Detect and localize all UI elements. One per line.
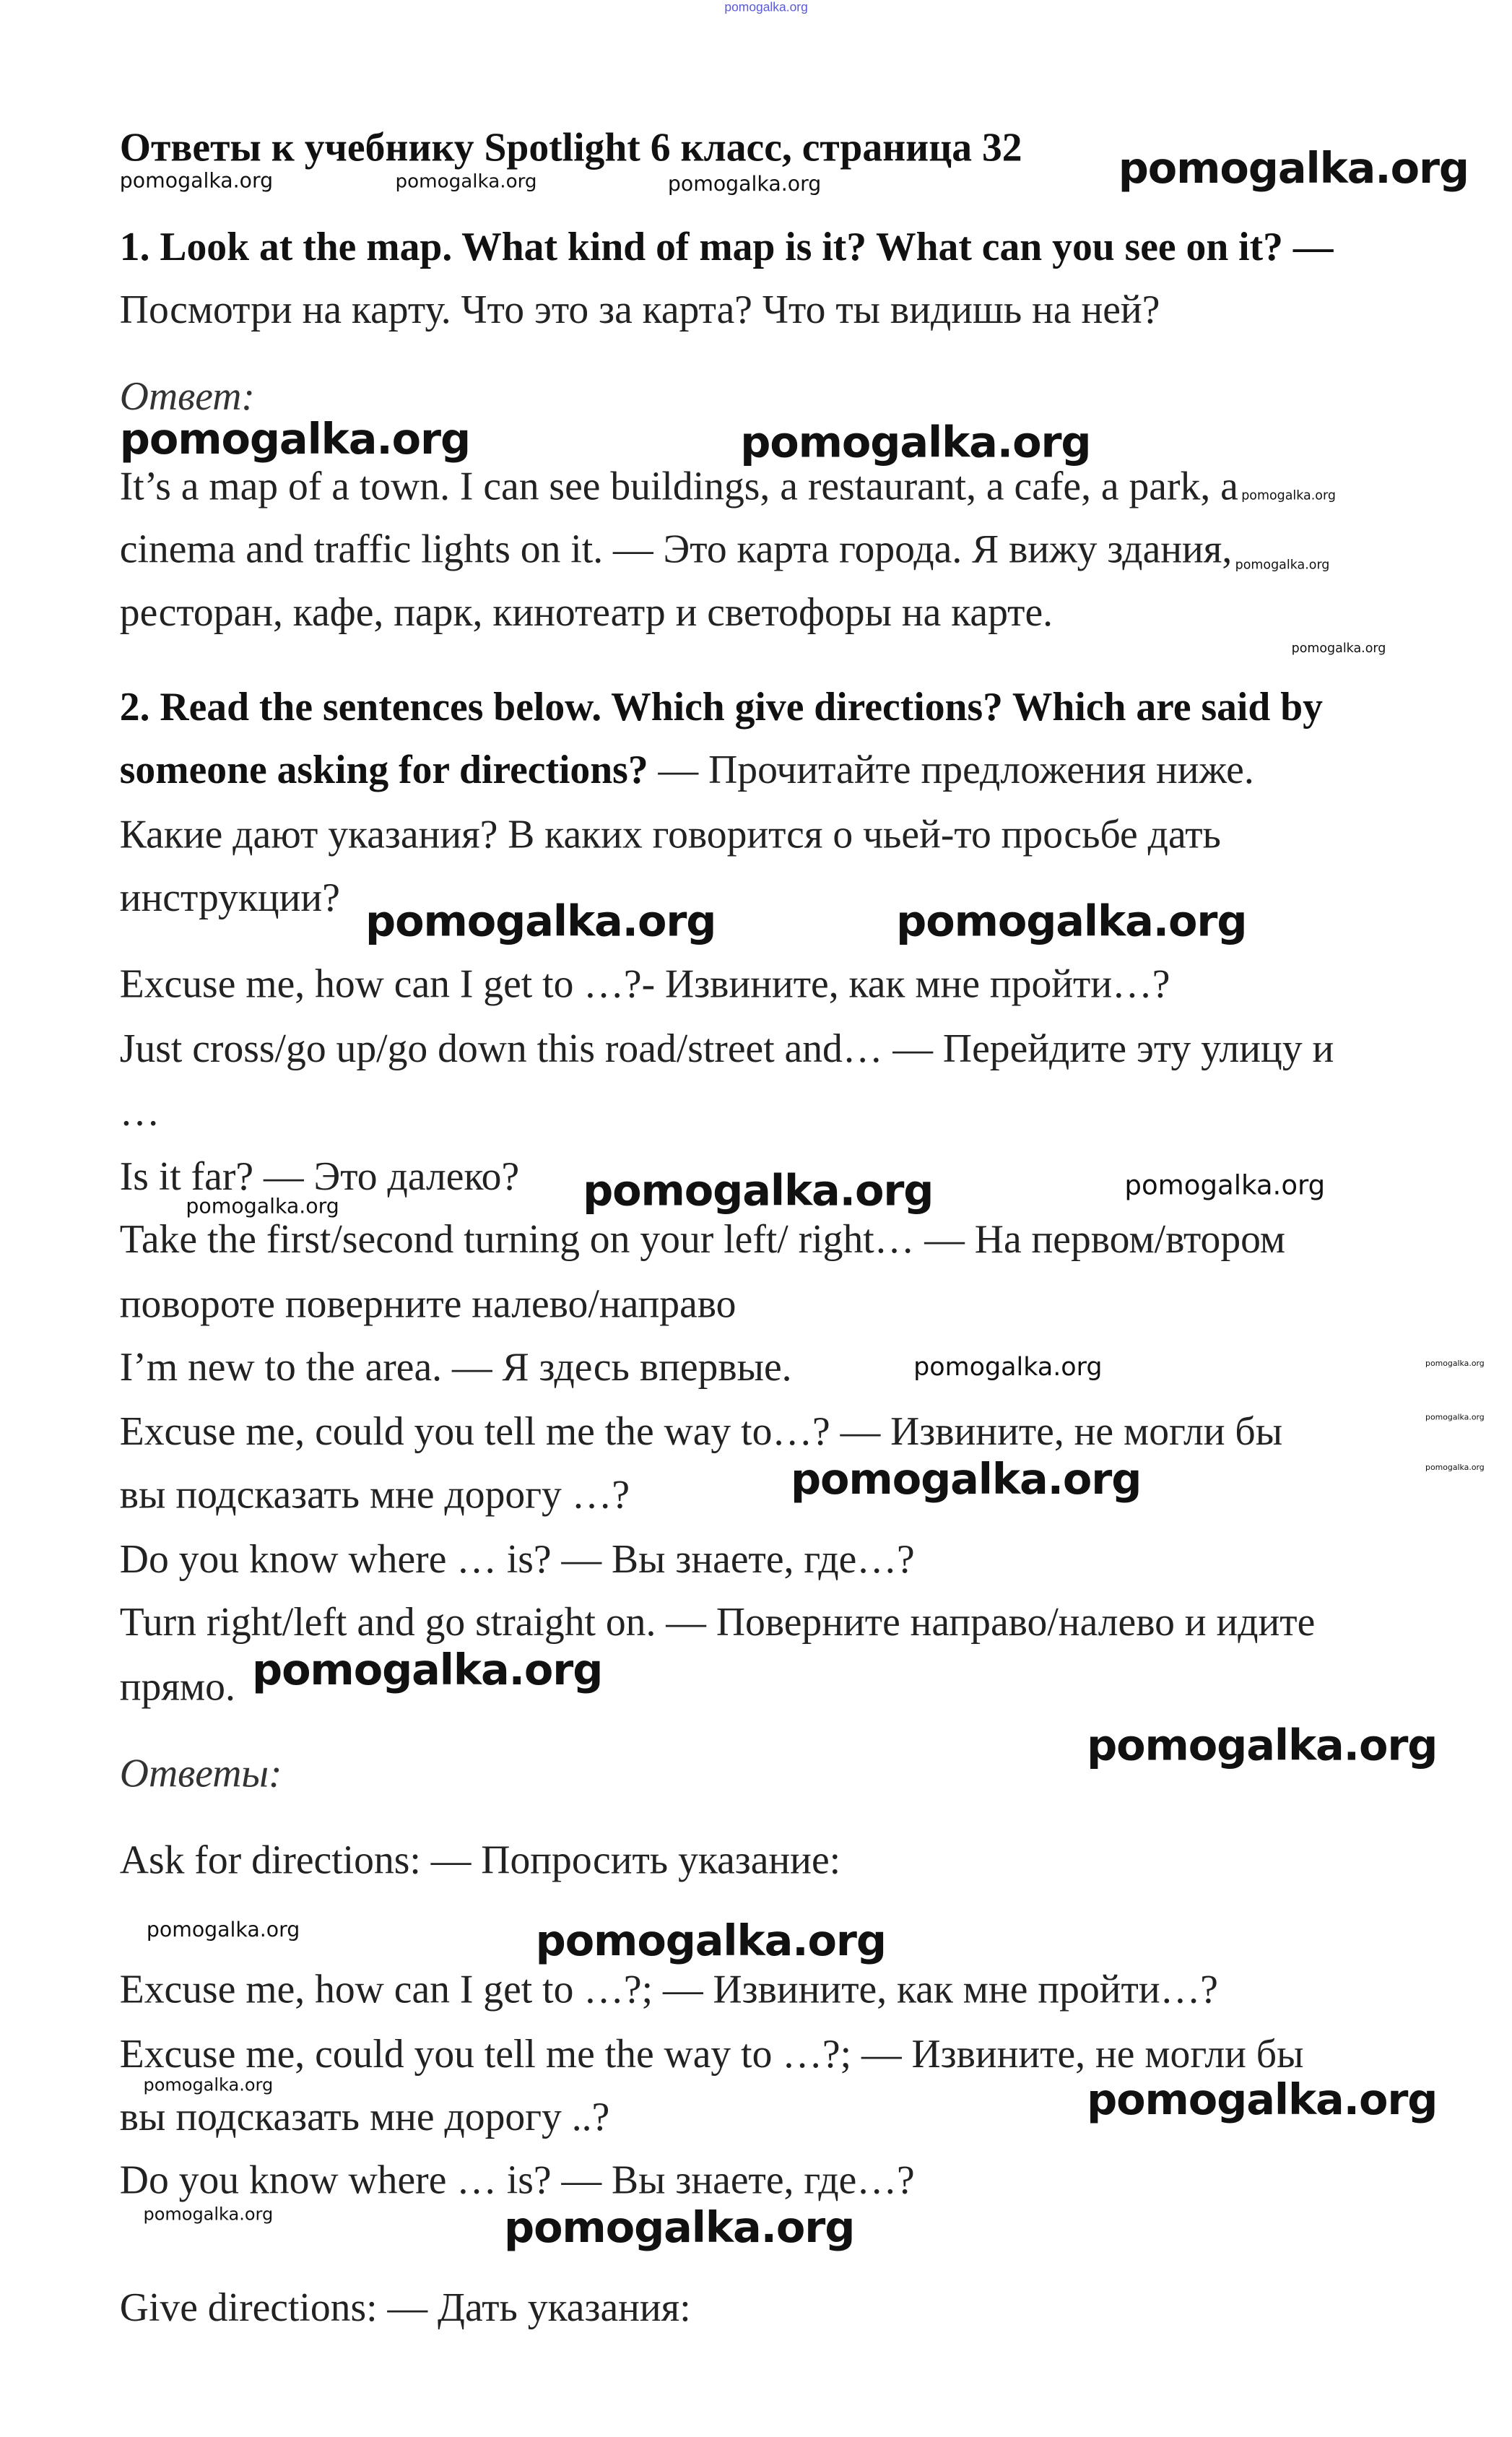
answers-label: Ответы: xyxy=(119,1750,282,1796)
task1-heading: 1. Look at the map. What kind of map is it? What can you see on it? — xyxy=(119,223,1334,269)
watermark: pomogalka.org xyxy=(504,2204,855,2254)
watermark: pomogalka.org xyxy=(667,173,822,197)
watermark: pomogalka.org xyxy=(143,2204,274,2225)
task2-heading: 2. Read the sentences below. Which give directions? Which are said by xyxy=(119,683,1323,730)
answer-label: Ответ: xyxy=(119,373,255,420)
sentence: Take the first/second turning on your left/ right… — На первом/втором xyxy=(119,1216,1286,1263)
sentence: I’m new to the area. — Я здесь впервые. xyxy=(119,1343,792,1390)
task2-translation: инструкции? xyxy=(119,874,340,920)
watermark: pomogalka.org xyxy=(395,170,537,193)
sentence: прямо. xyxy=(119,1663,235,1710)
watermark: pomogalka.org xyxy=(790,1455,1142,1505)
watermark: pomogalka.org xyxy=(1425,1463,1485,1473)
sentence: вы подсказать мне дорогу …? xyxy=(119,1471,630,1518)
task2-translation: — Прочитайте предложения ниже. xyxy=(648,746,1254,793)
watermark: pomogalka.org xyxy=(583,1167,934,1216)
watermark: pomogalka.org xyxy=(365,898,716,947)
ask-line: Excuse me, could you tell me the way to …?; — Извините, не могли бы xyxy=(119,2030,1304,2077)
watermark: pomogalka.org xyxy=(143,2074,274,2096)
ask-line: Do you know where … is? — Вы знаете, где…? xyxy=(119,2157,915,2203)
watermark: pomogalka.org xyxy=(1425,1359,1485,1369)
watermark: pomogalka.org xyxy=(119,415,471,465)
ask-directions-heading: Ask for directions: — Попросить указание: xyxy=(119,1837,841,1883)
sentence: Just cross/go up/go down this road/street and… — Перейдите эту улицу и xyxy=(119,1025,1334,1072)
answer-line: ресторан, кафе, парк, кинотеатр и светофоры на карте. xyxy=(119,589,1053,636)
sentence: Is it far? — Это далеко? xyxy=(119,1153,520,1199)
answer-line xyxy=(119,463,1336,509)
watermark: pomogalka.org xyxy=(1118,144,1469,194)
watermark: pomogalka.org xyxy=(1241,488,1336,503)
task2-translation: Какие дают указания? В каких говорится о чьей-то просьбе дать xyxy=(119,811,1221,857)
sentence: Turn right/left and go straight on. — Поверните направо/налево и идите xyxy=(119,1598,1316,1645)
sentence: Excuse me, could you tell me the way to…? — Извините, не могли бы xyxy=(119,1408,1283,1455)
watermark: pomogalka.org xyxy=(1425,1413,1485,1423)
task2-heading-bold: someone asking for directions? xyxy=(119,746,648,793)
watermark: pomogalka.org xyxy=(1124,1170,1326,1203)
answer-line-text: It’s a map of a town. I can see buildings, a restaurant, a cafe, a park, a xyxy=(119,463,1238,509)
answer-line-text: cinema and traffic lights on it. — Это карта города. Я вижу здания, xyxy=(119,526,1233,572)
task2-heading-cont xyxy=(119,746,1254,793)
sentence: Do you know where … is? — Вы знаете, где…? xyxy=(119,1536,915,1582)
answer-line xyxy=(119,526,1330,572)
watermark: pomogalka.org xyxy=(119,170,274,194)
watermark: pomogalka.org xyxy=(186,1195,339,1220)
task1-translation: Посмотри на карту. Что это за карта? Что ты видишь на ней? xyxy=(119,286,1160,333)
watermark: pomogalka.org xyxy=(535,1917,886,1967)
watermark: pomogalka.org xyxy=(896,898,1247,947)
sentence: повороте поверните налево/направо xyxy=(119,1281,737,1327)
sentence: … xyxy=(119,1088,160,1135)
watermark: pomogalka.org xyxy=(1291,641,1386,656)
watermark: pomogalka.org xyxy=(146,1918,300,1943)
watermark: pomogalka.org xyxy=(1235,558,1330,572)
watermark: pomogalka.org xyxy=(724,0,808,14)
watermark: pomogalka.org xyxy=(252,1646,603,1696)
watermark: pomogalka.org xyxy=(1087,2076,1438,2126)
ask-line: вы подсказать мне дорогу ..? xyxy=(119,2093,610,2140)
watermark: pomogalka.org xyxy=(1087,1722,1438,1771)
watermark: pomogalka.org xyxy=(913,1351,1103,1382)
ask-line: Excuse me, how can I get to …?; — Извините, как мне пройти…? xyxy=(119,1966,1218,2012)
give-directions-heading: Give directions: — Дать указания: xyxy=(119,2284,691,2331)
sentence: Excuse me, how can I get to …?- Извините, как мне пройти…? xyxy=(119,961,1170,1007)
watermark: pomogalka.org xyxy=(740,419,1091,468)
page-title: Ответы к учебнику Spotlight 6 класс, страница 32 xyxy=(119,124,1022,170)
